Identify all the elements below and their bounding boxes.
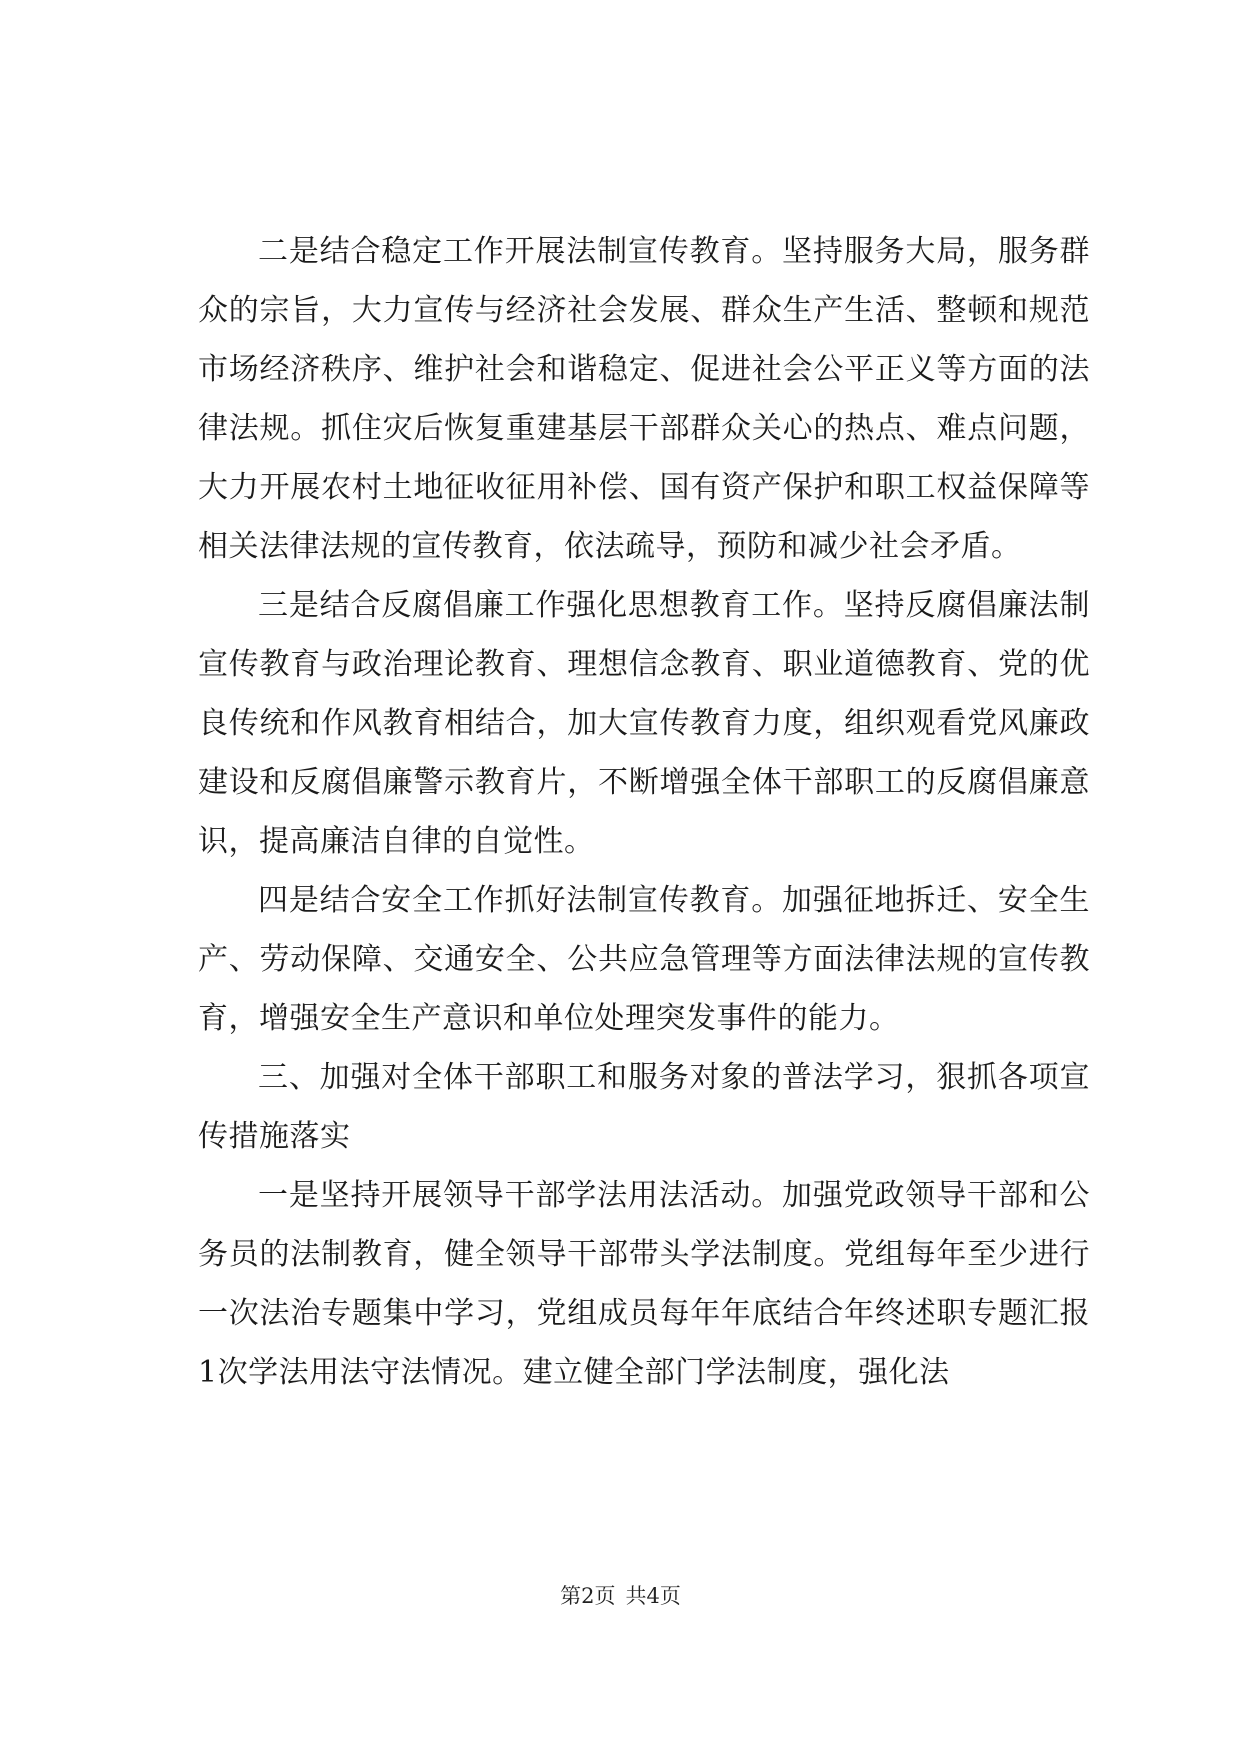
page-footer [0, 1580, 1241, 1610]
paragraph-stability-education: 二是结合稳定工作开展法制宣传教育。坚持服务大局，服务群众的宗旨，大力宣传与经济社会发展、群众生产生活、整顿和规范市场经济秩序、维护社会和谐稳定、促进社会公平正义等方面的法律法规。抓住灾后恢复重建基层干部群众关心的热点、难点问题，大力开展农村土地征收征用补偿、国有资产保护和职工权益保障等相关法律法规的宣传教育，依法疏导，预防和减少社会矛盾。 [198, 234, 1090, 564]
paragraph-leader-study: 一是坚持开展领导干部学法用法活动。加强党政领导干部和公务员的法制教育，健全领导干部带头学法制度。党组每年至少进行一次法治专题集中学习，党组成员每年年底结合年终述职专题汇报1次学法用法守法情况。建立健全部门学法制度，强化法 [198, 1178, 1090, 1390]
section-heading-three: 三、加强对全体干部职工和服务对象的普法学习，狠抓各项宣传措施落实 [198, 1060, 1090, 1154]
paragraph-safety-education: 四是结合安全工作抓好法制宣传教育。加强征地拆迁、安全生产、劳动保障、交通安全、公共应急管理等方面法律法规的宣传教育，增强安全生产意识和单位处理突发事件的能力。 [198, 883, 1090, 1036]
page-number: 第2页 [560, 1584, 616, 1608]
page-total: 共4页 [625, 1584, 681, 1608]
paragraph-anti-corruption: 三是结合反腐倡廉工作强化思想教育工作。坚持反腐倡廉法制宣传教育与政治理论教育、理想信念教育、职业道德教育、党的优良传统和作风教育相结合，加大宣传教育力度，组织观看党风廉政建设和反腐倡廉警示教育片，不断增强全体干部职工的反腐倡廉意识，提高廉洁自律的自觉性。 [198, 588, 1090, 859]
document-body [198, 222, 1090, 1402]
